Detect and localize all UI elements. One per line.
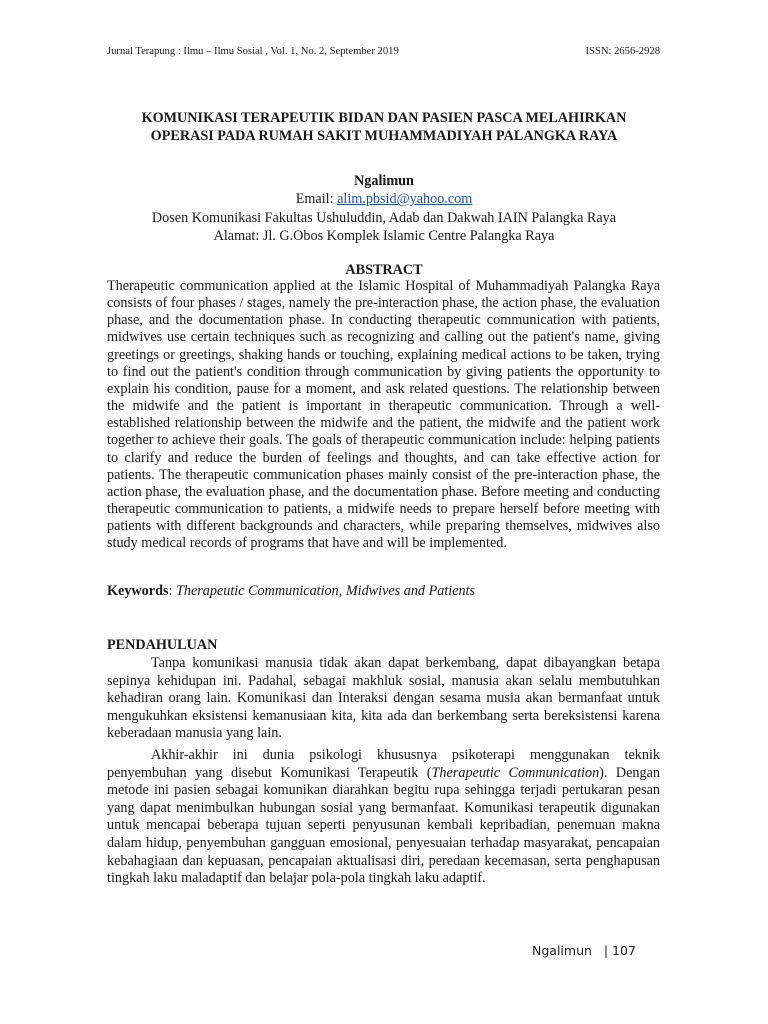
page-footer bbox=[532, 943, 636, 958]
author-block bbox=[90, 172, 678, 245]
page-number: 107 bbox=[612, 943, 636, 958]
keywords-line bbox=[107, 583, 660, 600]
footer-separator: | bbox=[603, 943, 609, 958]
intro-paragraph-2 bbox=[107, 747, 660, 888]
title-line-1: KOMUNIKASI TERAPEUTIK BIDAN DAN PASIEN PASCA MELAHIRKAN bbox=[141, 110, 627, 126]
intro-paragraph-1: Tanpa komunikasi manusia tidak akan dapat berkembang, dapat dibayangkan betapa sepinya kehidupan ini. Padahal, sebagai makhluk sosial, manusia akan selalu membutuhkan kehadiran orang lain. Komunikasi dan Interaksi dengan sesama musia akan bermanfaat untuk mengukuhkan eksistensi kemanusiaan kita, kita ada dan berkembang serta bereksistensi karena keberadaan manusia yang lain. bbox=[107, 655, 660, 742]
intro-body bbox=[107, 655, 660, 888]
email-label: Email: bbox=[295, 191, 338, 208]
issn: ISSN: 2656-2928 bbox=[585, 46, 660, 57]
author-email-link[interactable]: alim.pbsid@yahoo.com bbox=[337, 191, 473, 208]
author-affiliation: Dosen Komunikasi Fakultas Ushuluddin, Adab dan Dakwah IAIN Palangka Raya bbox=[151, 209, 617, 226]
section-heading-pendahuluan: PENDAHULUAN bbox=[107, 637, 218, 653]
intro-p2-part-a: Akhir-akhir ini dunia psikologi khususnya psikoterapi menggunakan teknik penyembuhan yang disebut Komunikasi Terapeutik ( bbox=[107, 746, 660, 781]
journal-citation: Jurnal Terapung : Ilmu – Ilmu Sosial , Vol. 1, No. 2, September 2019 bbox=[107, 46, 399, 57]
author-address: Alamat: Jl. G.Obos Komplek Islamic Centre Palangka Raya bbox=[213, 227, 555, 244]
abstract-text: Therapeutic communication applied at the Islamic Hospital of Muhammadiyah Palangka Raya consists of four phases / stages, namely the pre-interaction phase, the action phase, the evaluation phase, and the documentation phase. In conducting therapeutic communication with patients, midwives use certain techniques such as recognizing and calling out the patient's name, giving greetings or greetings, shaking hands or touching, explaining medical actions to be taken, trying to find out the patient's condition through communication by giving patients the opportunity to explain his condition, pause for a moment, and ask related questions. The relationship between the midwife and the patient is important in therapeutic communication. Through a well-established relationship between the midwife and the patient, the midwife and the patient work together to achieve their goals. The goals of therapeutic communication include: helping patients to clarify and reduce the burden of feelings and thoughts, and can take effective action for patients. The therapeutic communication phases mainly consist of the pre-interaction phase, the action phase, the evaluation phase, and the documentation phase. Before meeting and conducting therapeutic communication to patients, a midwife needs to prepare herself before meeting with patients with different backgrounds and characters, while preparing themselves, midwives also study medical records of programs that have and will be implemented. bbox=[107, 278, 660, 552]
footer-author: Ngalimun bbox=[532, 943, 592, 958]
keywords-list: Therapeutic Communication, Midwives and Patients bbox=[175, 583, 476, 599]
paper-title bbox=[100, 109, 668, 145]
abstract-heading: ABSTRACT bbox=[345, 262, 423, 278]
author-email-line bbox=[90, 190, 678, 208]
author-name: Ngalimun bbox=[354, 173, 414, 189]
keywords-separator: : bbox=[168, 583, 176, 599]
title-line-2: OPERASI PADA RUMAH SAKIT MUHAMMADIYAH PALANGKA RAYA bbox=[150, 128, 618, 144]
intro-p2-italic: Therapeutic Communication bbox=[431, 764, 600, 781]
intro-p2-part-b: ). Dengan metode ini pasien sebagai komunikan diarahkan begitu rupa sehingga terjadi pertukaran pesan yang dapat menimbulkan hubungan sosial yang bermanfaat. Komunikasi terapeutik digunakan untuk mencapai beberapa tujuan seperti penyusunan kembali kepribadian, penemuan makna dalam hidup, penyembuhan gangguan emosional, penyesuaian terhadap masyarakat, pencapaian kebahagiaan dan kepuasan, pencapaian aktualisasi diri, peredaan kecemasan, serta penghapusan tingkah laku maladaptif dan belajar pola-pola tingkah laku adaptif. bbox=[107, 764, 660, 887]
running-header bbox=[107, 46, 660, 57]
keywords-label: Keywords bbox=[107, 583, 169, 599]
